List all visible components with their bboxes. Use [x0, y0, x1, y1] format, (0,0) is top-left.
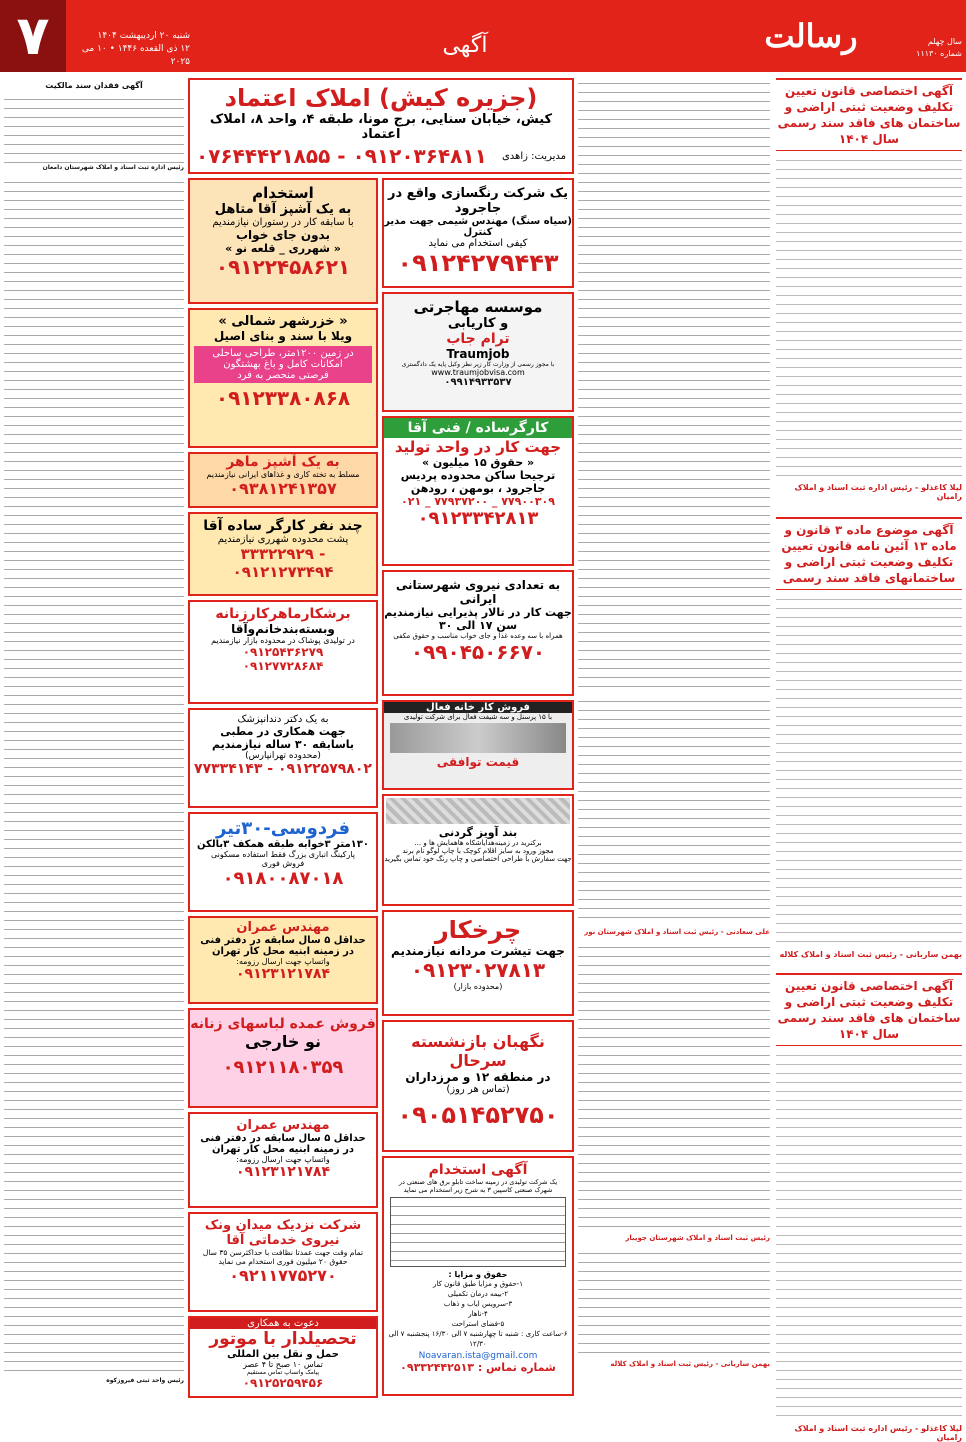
ad-guard-phone: ۰۹۰۵۱۴۵۲۷۵۰ [397, 1101, 559, 1129]
left-sign-2: رئیس واحد ثبتی فیروزکوه [106, 1377, 184, 1384]
left-notice-1-body [4, 94, 184, 164]
ad-restaurant-l1: به تعدادی نیروی شهرستانی ایرانی [395, 578, 561, 606]
ad-vanak-l3: تمام وقت جهت عمدتا نظافت با حداکثرسن ۳۵ سال [202, 1248, 364, 1257]
ad-worker [188, 512, 378, 596]
ad-sewing-note: (محدوده بازار) [453, 982, 503, 991]
ad-chef-l1: به یک آشپز آقا متاهل [214, 202, 352, 217]
date-line-1: شنبه ۲۰ اردیبهشت ۱۴۰۴ [97, 31, 190, 41]
left-notice-title: آگهی فقدان سند مالکیت [45, 81, 143, 90]
ad-ferdowsi-title: فردوسی-۳۰تیر [215, 818, 351, 839]
ad-traumjob-l1: موسسه مهاجرتی [413, 298, 543, 316]
ad-collector-phone: ۰۹۱۲۵۲۵۹۴۵۶ [242, 1376, 324, 1390]
ad-sewing [382, 910, 574, 1016]
left-sign-1: رئیس اداره ثبت اسناد و املاک شهرستان دامغان [42, 164, 184, 171]
notice-1-sign: لیلا کاغذلو - رئیس اداره ثبت اسناد و املاک رامیان [794, 483, 962, 501]
page-number: ۷ [0, 0, 66, 72]
ad-chef-phone: ۰۹۱۲۲۴۵۸۶۲۱ [215, 255, 351, 279]
ad-engineer-2-l1: حداقل ۵ سال سابقه در دفتر فنی [200, 1133, 366, 1144]
ad-recruit-b3: ۳-سرویس ایاب و ذهاب [443, 1300, 513, 1308]
ad-tailor-title: برشکارماهرکارزنانه [215, 606, 351, 622]
ad-chef2-title: به یک آشپز ماهر [226, 454, 340, 470]
ad-villa-l3: در زمین ۱۲۰۰متر، طراحی ساحلی [212, 348, 354, 359]
ad-women [188, 1008, 378, 1108]
ad-factory [382, 700, 574, 790]
ad-traumjob-phone: ۰۹۹۱۴۹۳۳۵۳۷ [444, 377, 512, 388]
date-block [70, 30, 190, 66]
ad-recruit-title: آگهی استخدام [428, 1162, 528, 1178]
ad-women-title: فروش عمده لباسهای زنانه [190, 1016, 376, 1032]
ad-villa-l4: امکانات کامل و باغ بهشتگون [223, 359, 343, 370]
ad-jajrood-phone: ۰۹۱۲۴۲۷۹۴۴۳ [397, 249, 559, 277]
notice-1-body [776, 155, 962, 477]
ad-collector-l3: تماس ۱۰ صبح تا ۴ عصر [243, 1360, 323, 1369]
notice-1-title: آگهی اختصاصی قانون تعیین تکلیف وضعیت ثبتی اراضی و ساختمان های فاقد سند رسمی سال ۱۴۰۴ [776, 78, 962, 151]
ad-recruit-b5: ۵-فضای استراحت [451, 1320, 505, 1328]
ad-dental-l2: جهت همکاری در مطبی [220, 725, 346, 738]
left-column [4, 78, 184, 1398]
ad-traumjob [382, 292, 574, 412]
section-title: آگهی [442, 33, 488, 58]
ad-collector [188, 1316, 378, 1398]
notice-b-body [578, 942, 770, 1232]
notice-c-body [578, 1248, 770, 1358]
ad-tailor [188, 600, 378, 704]
date-line-2: ۱۲ ذی القعده ۱۴۴۶ • ۱۰ می ۲۰۲۵ [81, 44, 190, 67]
ad-restaurant-l3: سن ۱۷ الی ۳۰ [438, 619, 518, 632]
ad-ferdowsi [188, 812, 378, 912]
ad-chef-title: استخدام [252, 184, 314, 202]
ad-lanyard-l1: برکنرید در زمینه‌هدایاشکاه هاهمایش ها و ... [414, 839, 542, 847]
notice-2-body [776, 594, 962, 946]
ad-recruit-b4: ۴-ناهار [468, 1310, 488, 1318]
ad-chef2-phone: ۰۹۳۸۱۲۴۱۳۵۷ [229, 479, 337, 498]
ad-guard-l2: (تماس هر روز) [446, 1084, 510, 1095]
ad-jajrood-l2: (سیاه سنگ) مهندس شیمی جهت مدیر کنترل [384, 216, 572, 238]
ad-chef-l2: با سابقه کار در رستوران نیازمندیم [212, 217, 354, 228]
right-column [776, 78, 962, 1442]
ad-recruit-b6: ۶-ساعت کاری : شنبه تا چهارشنبه ۷ الی ۱۶/۳۰ پنجشنبه ۷ الی ۱۲/۳۰ [388, 1330, 568, 1348]
ad-villa-phone: ۰۹۱۲۳۳۸۰۸۶۸ [215, 386, 351, 410]
ad-recruit-b1: ۱-حقوق و مزایا طبق قانون کار [433, 1280, 523, 1288]
ad-ferdowsi-l1: ۱۳۰متر ۳خوابه طبقه همکف ۳بالکن [197, 839, 369, 850]
ad-worker-l1: پشت محدوده شهرری نیازمندیم [217, 534, 349, 545]
ad-traumjob-web: www.traumjobvisa.com [431, 368, 525, 377]
ad-worker-title: چند نفر کارگر ساده آقا [203, 518, 363, 534]
ad-factory-price: قیمت توافقی [436, 755, 520, 769]
ad-worker-prod-phone2: ۰۹۱۲۳۳۴۲۸۱۳ [417, 508, 539, 529]
ad-recruit-table [390, 1197, 566, 1267]
ad-chef2-l1: مسلط به تخته کاری و غذاهای ایرانی نیازمندیم [206, 470, 360, 479]
issue-meta [870, 36, 962, 66]
ad-guard-l1: در منطقه ۱۲ و مرزداران [405, 1070, 551, 1084]
ad-chef [188, 178, 378, 304]
ad-recruit-l1: یک شرکت تولیدی در زمینه ساخت تابلو برق های صنعتی در [398, 1178, 558, 1186]
notice-c-sign: بهمن ساربانی - رئیس ثبت اسناد و املاک کلاله [610, 1360, 770, 1368]
ad-dental-phone: ۷۷۳۳۴۱۴۳ - ۰۹۱۲۲۵۷۹۸۰۲ [194, 761, 372, 777]
ad-traumjob-l3: ترام جاب [446, 331, 510, 347]
ad-lanyard [382, 794, 574, 906]
ad-engineer-1-title: مهندس عمران [236, 920, 330, 935]
ad-worker-prod [382, 416, 574, 566]
ad-guard [382, 1020, 574, 1152]
ad-sewing-phone: ۰۹۱۲۳۰۲۷۸۱۳ [410, 958, 546, 982]
ad-dental-l4: (محدوده تهرانپارس) [245, 751, 321, 761]
ad-kish-phones: ۰۷۶۴۴۴۲۱۸۵۵ - ۰۹۱۲۰۳۶۴۸۱۱ [196, 144, 487, 168]
ad-worker-prod-l2: « حقوق ۱۵ میلیون » [421, 456, 535, 469]
ad-engineer-1-l3: واتساپ جهت ارسال رزومه: [236, 957, 330, 966]
ad-kish-title: (جزیره کیش) املاک اعتماد [224, 84, 538, 112]
ad-lanyard-l2: مجوز ورود به سایز اقلام کوچک با چاپ لوگو نام برند [402, 847, 554, 855]
left-notices-body [4, 177, 184, 1377]
ad-vanak-l2: نیروی خدماتی آقا [226, 1233, 340, 1248]
ad-engineer-2 [188, 1112, 378, 1208]
ad-engineer-1-phone: ۰۹۱۲۳۱۲۱۷۸۴ [236, 966, 330, 982]
ad-villa-l2: ویلا با سند و بنای اصیل [213, 329, 353, 343]
notice-3-body [776, 1050, 962, 1420]
ad-recruit-b2: ۲-بیمه درمان تکمیلی [447, 1290, 509, 1298]
ad-engineer-1-l2: در زمینه ابنیه محل کار تهران [211, 946, 355, 957]
ad-chef-l3: بدون جای خواب [236, 228, 330, 242]
notice-2-sign: بهمن ساربانی - رئیس ثبت اسناد و املاک کلاله [779, 950, 962, 959]
ad-worker-prod-phone1: ۰۲۱ _ ۷۷۹۳۷۲۰۰ _ ۷۷۹۰۰۳۰۹ [401, 495, 555, 508]
ad-lanyard-l3: جهت سفارش با طراحی اختصاصی و چاپ رنگ خود تماس بگیرید [384, 855, 572, 863]
notice-3-title: آگهی اختصاصی قانون تعیین تکلیف وضعیت ثبتی اراضی و ساختمان های فاقد سند رسمی سال ۱۴۰۴ [776, 973, 962, 1046]
ad-chef-l4: « شهرری _ قلعه نو » [225, 242, 341, 255]
ad-kish [188, 78, 574, 174]
newspaper-logo: رسالت [764, 17, 858, 55]
ad-dental-l1: به یک دکتر دندانپزشک [237, 714, 329, 725]
middle-column [578, 78, 770, 1398]
issue-number: شماره ۱۱۱۳۰ [916, 49, 962, 58]
notice-3-sign: لیلا کاغذلو - رئیس اداره ثبت اسناد و املاک رامیان [794, 1424, 962, 1442]
ad-jajrood [382, 178, 574, 288]
ad-tailor-l2: در تولیدی پوشاک در محدوده بازار نیازمندیم [211, 636, 355, 645]
ad-kish-manager: مدیریت: زاهدی [501, 150, 566, 162]
ad-collector-l2: حمل و نقل بین المللی [227, 1349, 339, 1360]
ad-vanak [188, 1212, 378, 1312]
ad-recruit-phone: شماره تماس : ۰۹۳۳۲۴۴۲۵۱۳ [400, 1361, 556, 1374]
ad-ferdowsi-phone: ۰۹۱۸۰۰۸۷۰۱۸ [222, 868, 344, 889]
ad-ferdowsi-l2: پارکینگ انباری بزرگ فقط استفاده مسکونی [210, 850, 356, 859]
ad-collector-l1: تحصیلدار با موتور [209, 1329, 357, 1349]
ad-ferdowsi-l3: فروش فوری [261, 859, 305, 868]
notice-a-body [578, 78, 770, 688]
ad-recruit-l2: شهرک صنعتی کاسپین ۳ به شرح زیر استخدام می نماید [403, 1186, 553, 1194]
ad-restaurant [382, 570, 574, 696]
ad-recruit-benefits: حقوق و مزایا : [448, 1270, 508, 1279]
ad-vanak-l4: حقوق ۲۰ میلیون فوری استخدام می نماید [218, 1257, 348, 1266]
ad-jajrood-l1: یک شرکت رنگسازی واقع در جاجرود [387, 186, 568, 216]
ad-sewing-title: چرخکار [434, 916, 522, 944]
ad-restaurant-phone: ۰۹۹۰۴۵۰۶۶۷۰ [410, 640, 546, 664]
volume: سال چهلم [927, 37, 962, 46]
ad-dental [188, 708, 378, 808]
ad-worker-prod-l1: جهت کار در واحد تولید [394, 438, 562, 456]
ad-lanyard-title: بند آویز گردنی [438, 826, 518, 839]
ad-kish-address: کیش، خیابان سنایی، برج مونا، طبقه ۴، واحد ۸، املاک اعتماد [209, 112, 553, 142]
ad-vanak-l1: شرکت نزدیک میدان ونک [204, 1218, 362, 1233]
ad-worker-prod-l4: جاجرود ، بومهن ، رودهن [410, 482, 546, 495]
ad-worker-prod-title: کارگرساده / فنی آقا [384, 418, 572, 438]
ad-collector-title: دعوت به همکاری [190, 1318, 376, 1329]
ad-villa-l1: « خزرشهر شمالی » [218, 314, 348, 329]
ad-tailor-phone1: ۰۹۱۲۵۴۳۶۲۷۹ [242, 645, 324, 659]
ad-engineer-2-l2: در زمینه ابنیه محل کار تهران [211, 1144, 355, 1155]
ad-collector-l4: پیامک واتساپ تماس مستقیم [246, 1369, 320, 1376]
ad-traumjob-l2: و کاریابی [447, 316, 509, 331]
ad-jajrood-l3: کیفی استخدام می نماید [428, 238, 528, 249]
ad-guard-title: نگهبان بازنشسته سرحال [411, 1032, 545, 1070]
notice-a-sign: علی سعادتی - رئیس ثبت اسناد و املاک شهرستان نور [584, 928, 770, 936]
ad-factory-l1: با ۱۵ پرسنل و سه شیفت فعال برای شرکت تولیدی [403, 713, 553, 721]
notice-a2-body [578, 696, 770, 926]
ad-engineer-1 [188, 916, 378, 1004]
ad-recruit [382, 1156, 574, 1396]
lanyard-photo [386, 798, 570, 824]
ad-tailor-phone2: ۰۹۱۲۷۷۲۸۶۸۴ [242, 659, 324, 673]
ad-traumjob-l4: با مجوز رسمی از وزارت کار زیر نظر وکیل پایه یک دادگستری [401, 361, 555, 368]
notice-2-title: آگهی موضوع ماده ۳ قانون و ماده ۱۳ آئین نامه قانون تعیین تکلیف وضعیت ثبتی اراضی و ساختمانهای فاقد سند رسمی [776, 517, 962, 590]
ad-chef2 [188, 452, 378, 508]
factory-photo [390, 723, 566, 753]
ad-vanak-phone: ۰۹۲۱۱۷۷۵۲۷۰ [229, 1266, 337, 1285]
ad-tailor-l1: وبسته‌بندخانم‌وآقا [231, 622, 335, 636]
ad-dental-l3: باسابقه ۳۰ ساله نیازمندیم [211, 738, 355, 751]
ad-women-phone: ۰۹۱۲۱۱۸۰۳۵۹ [222, 1057, 344, 1078]
ad-restaurant-l4: همراه با سه وعده غذا و جای خواب مناسب و حقوق مکفی [393, 632, 563, 640]
ad-women-l1: نو خارجی [244, 1032, 322, 1051]
notice-b-sign: رئیس ثبت اسناد و املاک شهرستان جویبار [625, 1234, 770, 1242]
ad-recruit-email: Noavaran.ista@gmail.com [418, 1351, 538, 1361]
ad-worker-prod-l3: ترجیحا ساکن محدوده پردیس [400, 469, 556, 482]
ad-worker-phone: ۳۳۳۲۲۹۲۹ - ۰۹۱۲۱۲۷۳۴۹۴ [232, 545, 334, 581]
ad-engineer-2-title: مهندس عمران [236, 1118, 330, 1133]
ad-engineer-2-l3: واتساپ جهت ارسال رزومه: [236, 1155, 330, 1164]
ad-traumjob-brand: Traumjob [446, 347, 510, 361]
ad-sewing-l1: جهت تیشرت مردانه نیازمندیم [391, 944, 565, 958]
ad-engineer-1-l1: حداقل ۵ سال سابقه در دفتر فنی [200, 935, 366, 946]
ad-villa-l5: فرصتی منحصر به فرد [237, 370, 329, 381]
ad-restaurant-l2: جهت کار در تالار پذیرایی نیازمندیم [384, 606, 572, 619]
ad-factory-title: فروش کار خانه فعال [384, 702, 572, 713]
ad-engineer-2-phone: ۰۹۱۲۳۱۲۱۷۸۴ [236, 1164, 330, 1180]
ad-villa [188, 308, 378, 448]
